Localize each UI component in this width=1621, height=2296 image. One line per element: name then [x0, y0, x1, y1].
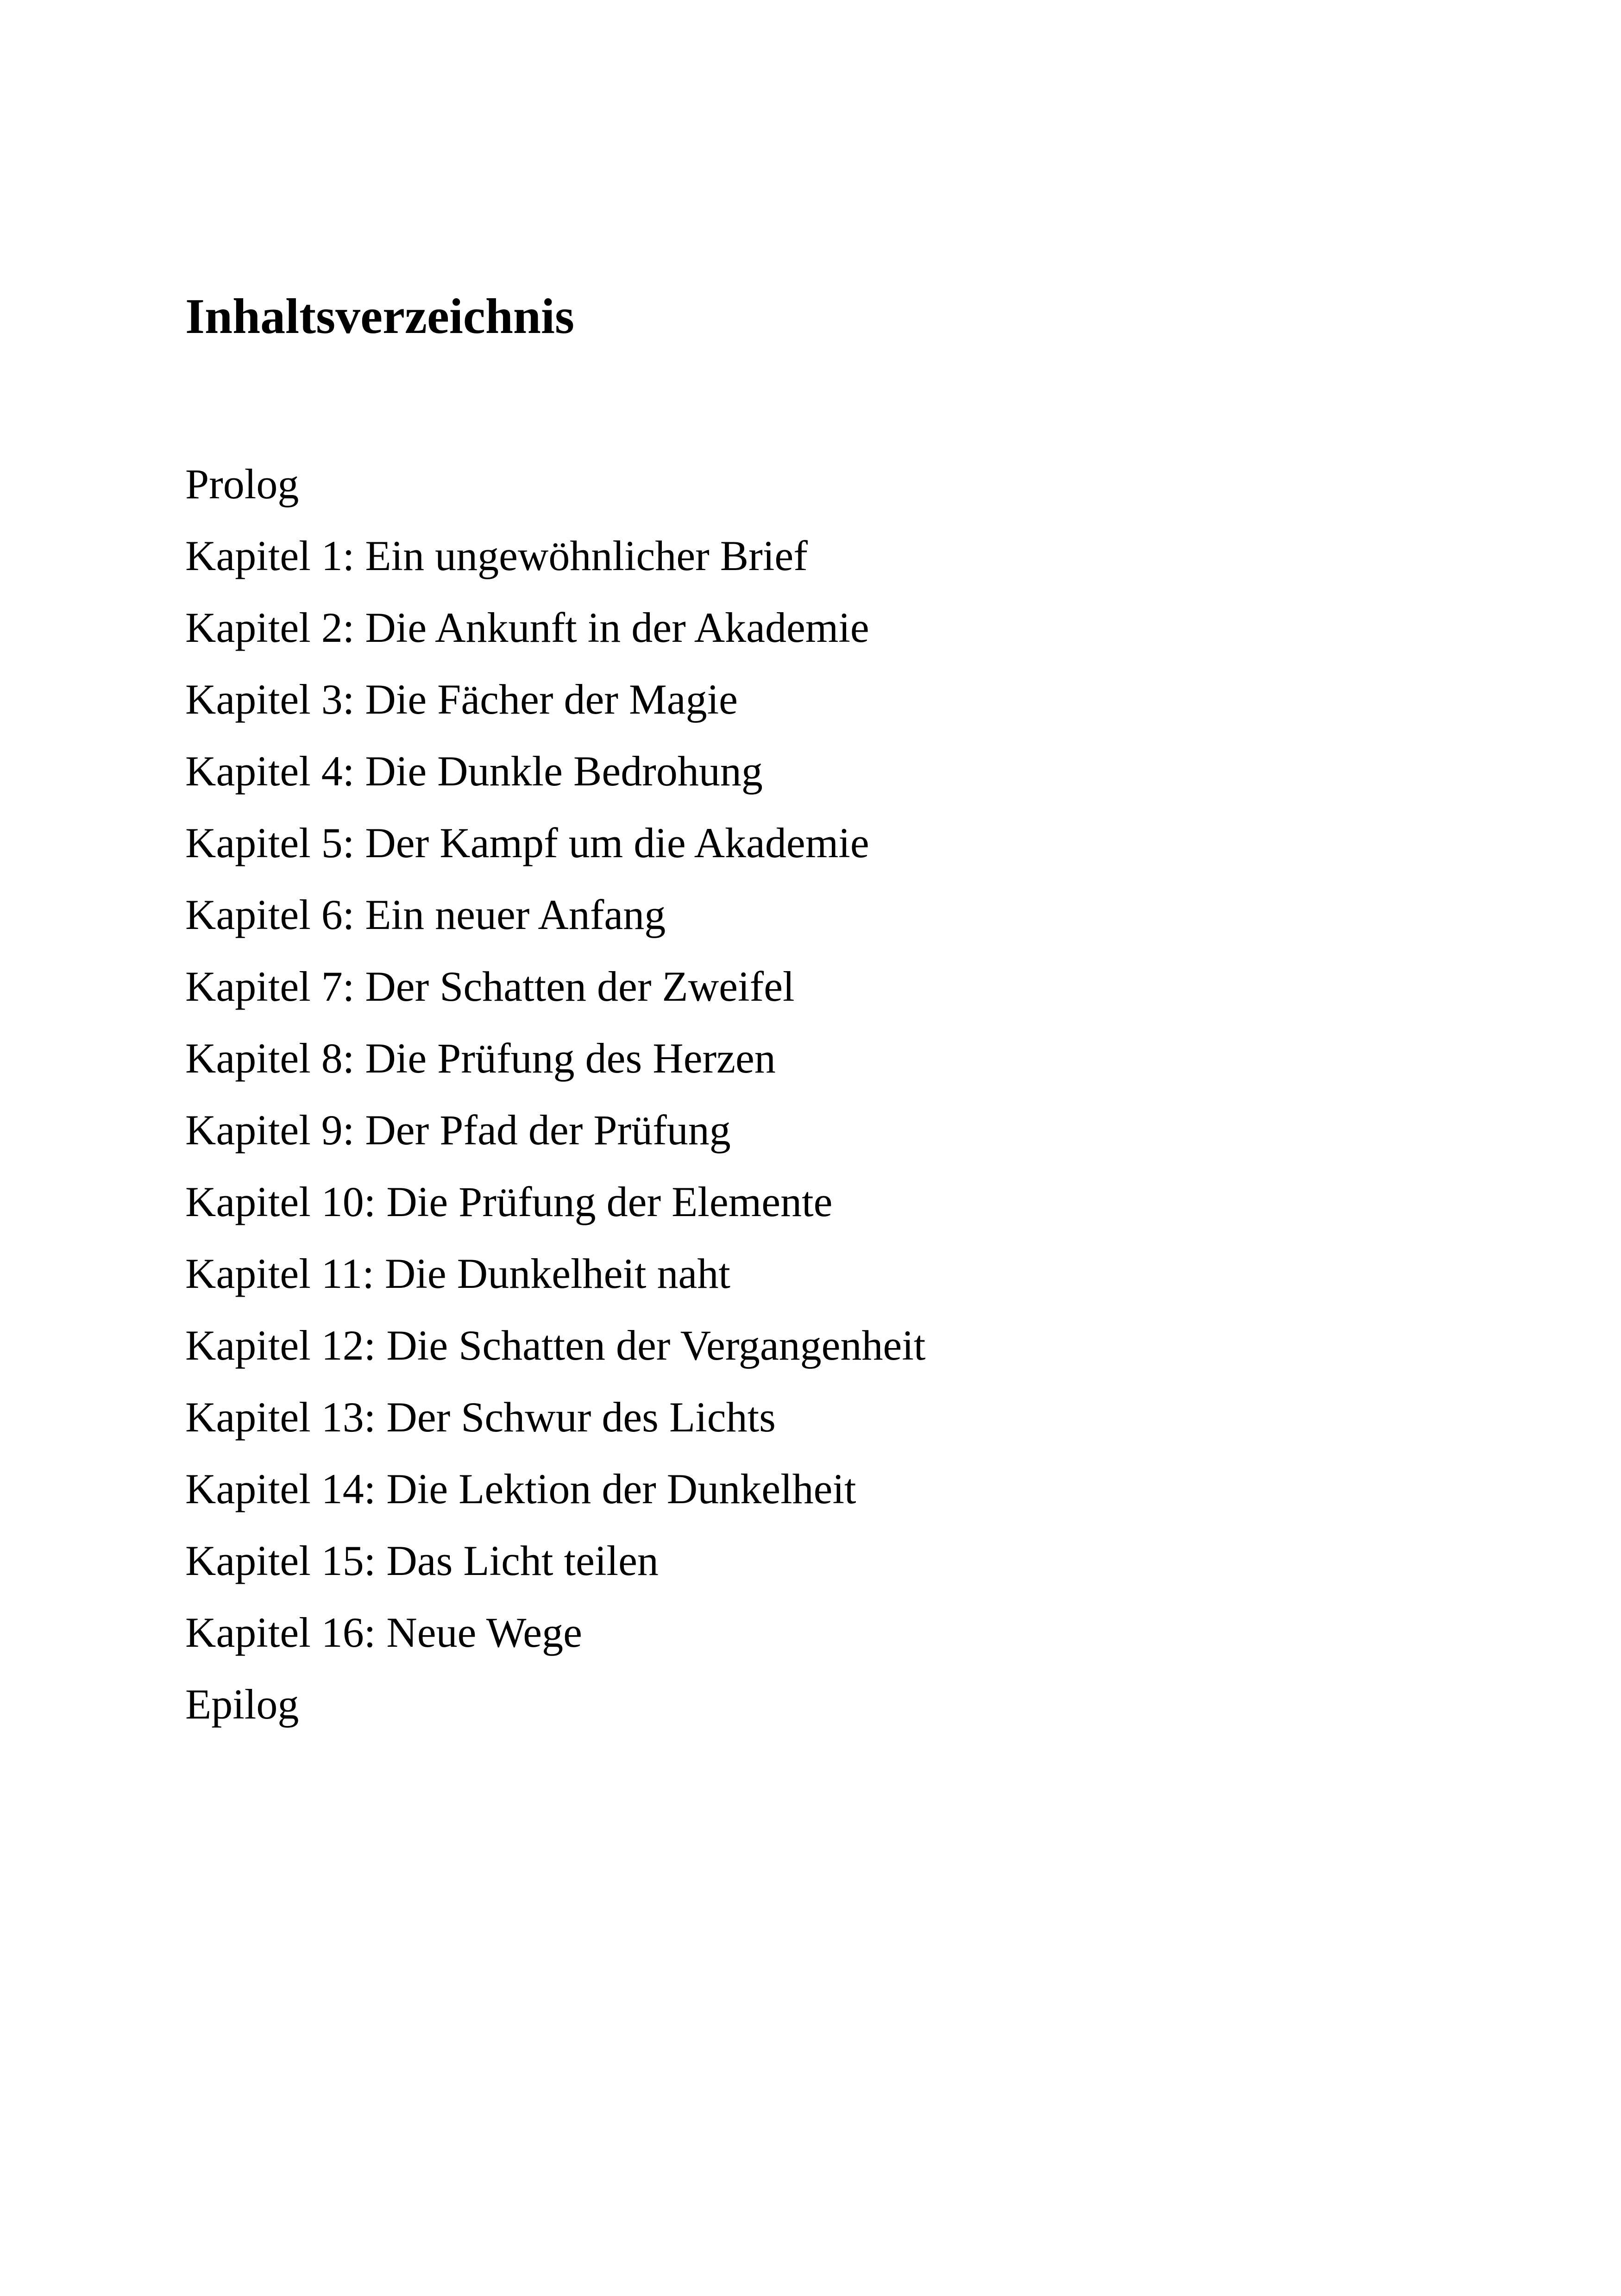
toc-entry-chapter-6: Kapitel 6: Ein neuer Anfang	[185, 891, 666, 938]
toc-entry-chapter-8: Kapitel 8: Die Prüfung des Herzen	[185, 1035, 776, 1082]
toc-entry-chapter-2: Kapitel 2: Die Ankunft in der Akademie	[185, 604, 869, 651]
toc-entry-chapter-12: Kapitel 12: Die Schatten der Vergangenheit	[185, 1322, 926, 1369]
toc-entry-chapter-15: Kapitel 15: Das Licht teilen	[185, 1537, 659, 1584]
toc-entry-epilog: Epilog	[185, 1681, 299, 1728]
toc-entry-chapter-14: Kapitel 14: Die Lektion der Dunkelheit	[185, 1465, 856, 1512]
toc-entry-prolog: Prolog	[185, 460, 299, 508]
toc-entry-chapter-13: Kapitel 13: Der Schwur des Lichts	[185, 1393, 776, 1441]
toc-entry-chapter-9: Kapitel 9: Der Pfad der Prüfung	[185, 1106, 731, 1154]
toc-entry-chapter-16: Kapitel 16: Neue Wege	[185, 1609, 582, 1656]
toc-entry-chapter-10: Kapitel 10: Die Prüfung der Elemente	[185, 1178, 833, 1225]
toc-entry-chapter-7: Kapitel 7: Der Schatten der Zweifel	[185, 963, 795, 1010]
toc-entry-chapter-4: Kapitel 4: Die Dunkle Bedrohung	[185, 747, 763, 795]
toc-list	[185, 448, 925, 1740]
toc-entry-chapter-3: Kapitel 3: Die Fächer der Magie	[185, 676, 738, 723]
toc-entry-chapter-1: Kapitel 1: Ein ungewöhnlicher Brief	[185, 532, 808, 579]
toc-entry-chapter-5: Kapitel 5: Der Kampf um die Akademie	[185, 819, 869, 866]
toc-heading: Inhaltsverzeichnis	[185, 289, 575, 344]
toc-entry-chapter-11: Kapitel 11: Die Dunkelheit naht	[185, 1250, 730, 1297]
